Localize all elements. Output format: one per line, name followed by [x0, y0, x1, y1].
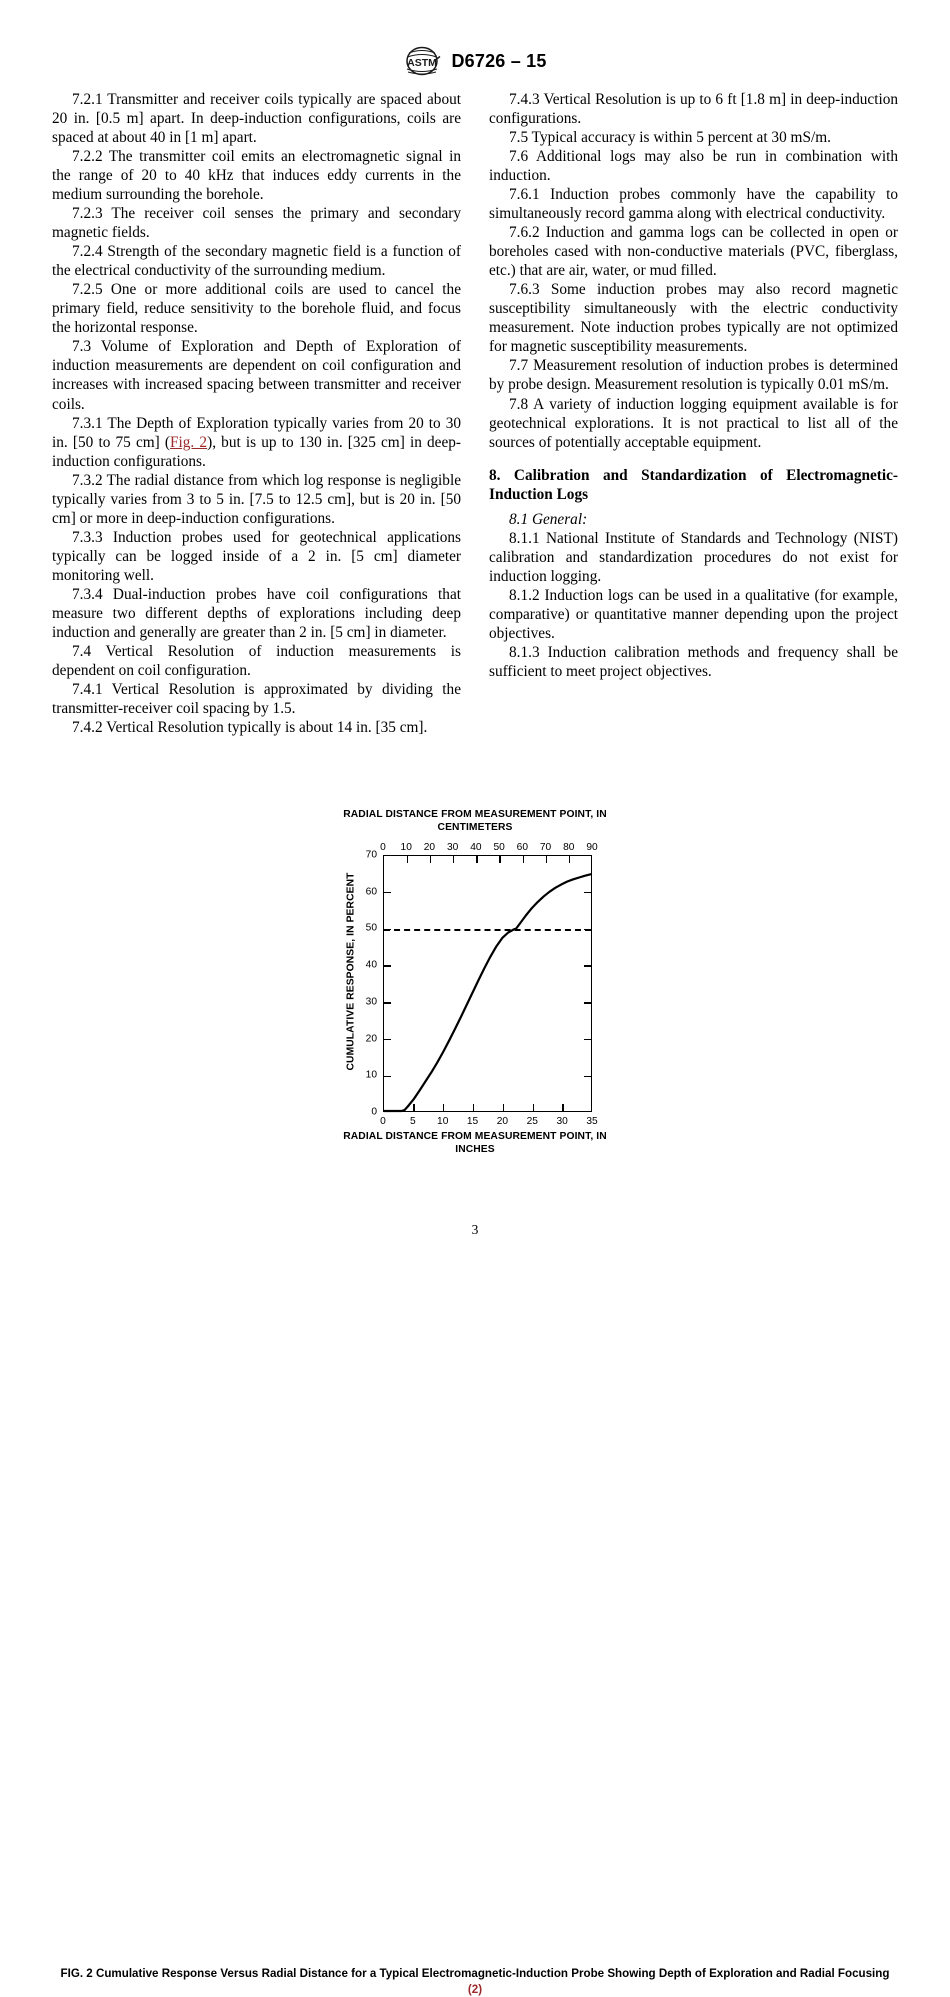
paragraph-7-2-2: 7.2.2 The transmitter coil emits an electromagnetic signal in the range of 20 to 40 kHz that induces eddy currents in the medium surrounding the borehole.: [52, 148, 461, 204]
paragraph-7-6-2: 7.6.2 Induction and gamma logs can be collected in open or boreholes cased with non-conductive materials (PVC, fiberglass, etc.) that are air, water, or mud filled.: [489, 224, 898, 280]
top-axis-tick: [476, 856, 477, 863]
top-axis-tick-label: 70: [539, 842, 552, 853]
bottom-axis-tick-label: 0: [380, 1116, 386, 1127]
paragraph-7-4: 7.4 Vertical Resolution of induction measurements is dependent on coil configuration.: [52, 642, 461, 679]
chart-cumulative-response: [325, 806, 625, 1154]
paragraph-7-3-4: 7.3.4 Dual-induction probes have coil configurations that measure two different depths of explorations including deep induction and generally are greater than 2 in. [5 cm] in diameter.: [52, 585, 461, 641]
bottom-axis-tick: [473, 1104, 474, 1111]
svg-text:ASTM: ASTM: [407, 57, 438, 69]
y-axis-tick-label: 20: [365, 1033, 377, 1045]
chart-top-axis-title: RADIAL DISTANCE FROM MEASUREMENT POINT, IN CENTIMETERS: [343, 809, 607, 834]
paragraph-7-3-2: 7.3.2 The radial distance from which log response is negligible typically varies from 3 to 5 in. [7.5 to 12.5 cm], but is 20 in. [50 cm] or more in deep-induction configurations.: [52, 471, 461, 527]
bottom-axis-tick-label: 25: [526, 1116, 538, 1127]
paragraph-7-7: 7.7 Measurement resolution of induction probes is determined by probe design. Measurement resolution is typically 0.01 mS/m.: [489, 357, 898, 394]
paragraph-7-2-4: 7.2.4 Strength of the secondary magnetic field is a function of the electrical conductivity of the surrounding medium.: [52, 243, 461, 280]
astm-logo-icon: [403, 46, 441, 76]
chart-plot-area: [383, 855, 592, 1112]
y-axis-tick: [384, 1002, 391, 1003]
bottom-axis-tick-label: 20: [496, 1116, 509, 1127]
y-axis-tick: [384, 1039, 391, 1040]
page-header: [0, 46, 950, 76]
paragraph-7-2-1: 7.2.1 Transmitter and receiver coils typically are spaced about 20 in. [0.5 m] apart. In deep-induction configurations, coils are spaced at about 40 in [1 m] apart.: [52, 91, 461, 147]
y-axis-tick: [384, 965, 391, 966]
figure-2-block: [0, 806, 950, 1996]
chart-bottom-axis-title: RADIAL DISTANCE FROM MEASUREMENT POINT, IN INCHES: [343, 1131, 607, 1156]
top-axis-tick: [499, 856, 500, 863]
paragraph-7-3-1: [52, 414, 461, 471]
document-designation: D6726 – 15: [451, 50, 547, 71]
section-heading-8: 8. Calibration and Standardization of Electromagnetic-Induction Logs: [489, 466, 898, 503]
cumulative-response-curve: [384, 856, 591, 1111]
paragraph-8-1-3: 8.1.3 Induction calibration methods and frequency shall be sufficient to meet project objectives.: [489, 644, 898, 681]
bottom-axis-tick: [533, 1104, 534, 1111]
body-columns: [52, 90, 898, 737]
top-axis-tick: [523, 856, 524, 863]
top-axis-tick: [453, 856, 454, 863]
top-axis-tick: [569, 856, 570, 863]
paragraph-7-4-1: 7.4.1 Vertical Resolution is approximated by dividing the transmitter-receiver coil spacing by 1.5.: [52, 680, 461, 717]
paragraph-7-4-2: 7.4.2 Vertical Resolution typically is about 14 in. [35 cm].: [72, 719, 428, 737]
y-axis-tick-label: 40: [365, 959, 377, 971]
bottom-axis-tick: [413, 1104, 414, 1111]
paragraph-7-3-3: 7.3.3 Induction probes used for geotechnical applications typically can be logged inside of a 2 in. [5 cm] diameter monitoring well.: [52, 528, 461, 584]
bottom-axis-tick: [503, 1104, 504, 1111]
y-axis-tick-right: [584, 965, 591, 966]
figure-caption-text: FIG. 2 Cumulative Response Versus Radial Distance for a Typical Electromagnetic-Induction Probe Showing Depth of Exploration and Radial Focusing: [60, 1967, 890, 1980]
paragraph-8-1-1: 8.1.1 National Institute of Standards and Technology (NIST) calibration and standardization procedures do not exist for induction logging.: [489, 529, 898, 585]
top-axis-tick: [546, 856, 547, 863]
paragraph-7-6: 7.6 Additional logs may also be run in combination with induction.: [489, 148, 898, 185]
fifty-percent-reference-line: [384, 929, 591, 931]
paragraph-7-6-1: 7.6.1 Induction probes commonly have the capability to simultaneously record gamma along with electrical conductivity.: [489, 186, 898, 223]
right-column: [489, 90, 898, 737]
page-number: 3: [471, 1222, 479, 1237]
top-axis-tick-label: 90: [586, 842, 598, 853]
figure-caption-reference[interactable]: (2): [467, 1982, 483, 1996]
y-axis-tick-right: [584, 1002, 591, 1003]
top-axis-tick: [407, 856, 408, 863]
top-axis-tick-label: 60: [516, 842, 528, 853]
top-axis-tick-label: 80: [563, 842, 575, 853]
y-axis-tick-label: 30: [365, 996, 377, 1008]
y-axis-tick-label: 50: [365, 922, 377, 934]
bottom-axis-tick-label: 5: [410, 1116, 416, 1127]
top-axis-tick-label: 20: [423, 842, 436, 853]
bottom-axis-tick-label: 35: [586, 1116, 598, 1127]
y-axis-tick-right: [584, 892, 591, 893]
y-axis-tick-label: 0: [371, 1106, 377, 1118]
y-axis-tick: [384, 929, 391, 930]
paragraph-7-3-1-part-b: ), but is up to 130 in. [325 cm] in deep-induction configurations.: [52, 433, 462, 470]
top-axis-tick-label: 50: [493, 842, 505, 853]
bottom-axis-tick-label: 30: [556, 1116, 568, 1127]
paragraph-7-2-5: 7.2.5 One or more additional coils are used to cancel the primary field, reduce sensitivity to the borehole fluid, and focus the horizontal response.: [52, 281, 461, 337]
top-axis-tick: [430, 856, 431, 863]
top-axis-tick-label: 10: [400, 842, 412, 853]
y-axis-tick-right: [584, 1076, 591, 1077]
top-axis-tick-label: 0: [380, 842, 386, 853]
bottom-axis-tick-label: 10: [437, 1116, 449, 1127]
y-axis-tick-right: [584, 1039, 591, 1040]
paragraph-7-6-3: 7.6.3 Some induction probes may also record magnetic susceptibility simultaneously with the electric conductivity measurement. Note induction probes typically are not optimized for magnetic susceptibility measurements.: [489, 281, 898, 356]
subsection-8-1-general: 8.1 General:: [509, 510, 588, 528]
paragraph-7-2-3: 7.2.3 The receiver coil senses the primary and secondary magnetic fields.: [52, 205, 461, 242]
bottom-axis-tick: [562, 1104, 563, 1111]
figure-caption: [52, 1966, 898, 1997]
bottom-axis-tick: [443, 1104, 444, 1111]
paragraph-7-4-3: 7.4.3 Vertical Resolution is up to 6 ft [1.8 m] in deep-induction configurations.: [489, 91, 898, 128]
y-axis-tick-label: 70: [365, 849, 377, 861]
paragraph-7-8: 7.8 A variety of induction logging equipment available is for geotechnical explorations. It is not practical to list all of the sources of potentially acceptable equipment.: [489, 395, 898, 451]
y-axis-tick: [384, 1076, 391, 1077]
y-axis-tick-right: [584, 929, 591, 930]
left-column: [52, 90, 461, 737]
figure-2-cross-reference-link[interactable]: Fig. 2: [170, 433, 208, 451]
y-axis-tick-label: 10: [365, 1069, 377, 1081]
paragraph-8-1-2: 8.1.2 Induction logs can be used in a qualitative (for example, comparative) or quantitative manner depending upon the project objectives.: [489, 586, 898, 642]
bottom-axis-tick-label: 15: [466, 1116, 479, 1127]
top-axis-tick-label: 40: [470, 842, 482, 853]
paragraph-7-5: 7.5 Typical accuracy is within 5 percent at 30 mS/m.: [509, 129, 831, 147]
paragraph-7-3: 7.3 Volume of Exploration and Depth of Exploration of induction measurements are dependent on coil configuration and increases with increased spacing between transmitter and receiver coils.: [52, 338, 461, 413]
chart-y-axis-title: CUMULATIVE RESPONSE, IN PERCENT: [345, 872, 357, 1071]
paragraph-7-3-1-part-a: 7.3.1 The Depth of Exploration typically varies from 20 to 30 in. [50 to 75 cm] (: [52, 414, 461, 451]
top-axis-tick-label: 30: [446, 842, 459, 853]
y-axis-tick-label: 60: [365, 886, 377, 898]
y-axis-tick: [384, 892, 391, 893]
